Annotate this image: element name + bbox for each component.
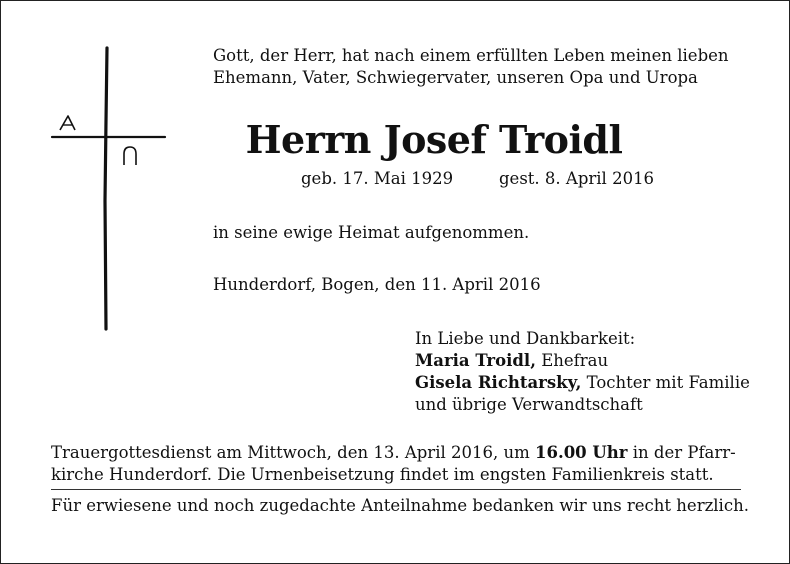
service-info: [51, 442, 736, 486]
divider: [51, 489, 741, 490]
mourner-2-relation: Tochter mit Familie: [581, 373, 750, 392]
mourner-1-name: Maria Troidl,: [415, 351, 536, 370]
mourners-intro: In Liebe und Dankbarkeit:: [415, 329, 636, 348]
intro-line-1: Gott, der Herr, hat nach einem erfüllten Leben meinen lieben: [213, 46, 729, 65]
service-line-2: kirche Hunderdorf. Die Urnenbeisetzung findet im engsten Familienkreis statt.: [51, 465, 714, 484]
mourner-2: [415, 372, 750, 394]
cross-icon: [1, 1, 201, 341]
heimat-text: in seine ewige Heimat aufgenommen.: [213, 223, 530, 242]
mourners-others: und übrige Verwandtschaft: [415, 395, 643, 414]
birth-date: geb. 17. Mai 1929: [301, 169, 454, 188]
thanks-text: Für erwiesene und noch zugedachte Anteilnahme bedanken wir uns recht herzlich.: [51, 496, 749, 515]
service-time: 16.00 Uhr: [535, 443, 628, 462]
mourner-1-relation: Ehefrau: [535, 351, 609, 370]
mourner-1: [415, 350, 750, 372]
deceased-name: Herrn Josef Troidl: [245, 117, 623, 162]
mourner-2-name: Gisela Richtarsky,: [415, 373, 582, 392]
place-date: Hunderdorf, Bogen, den 11. April 2016: [213, 275, 541, 294]
mourners-block: [415, 328, 750, 416]
service-line-1: [51, 442, 736, 464]
service-line-1-post: in der Pfarr-: [627, 443, 736, 462]
intro-line-2: Ehemann, Vater, Schwiegervater, unseren Opa und Uropa: [213, 68, 698, 87]
death-date: gest. 8. April 2016: [499, 169, 655, 188]
intro-text: [213, 45, 729, 89]
service-line-1-pre: Trauergottesdienst am Mittwoch, den 13. April 2016, um: [51, 443, 535, 462]
